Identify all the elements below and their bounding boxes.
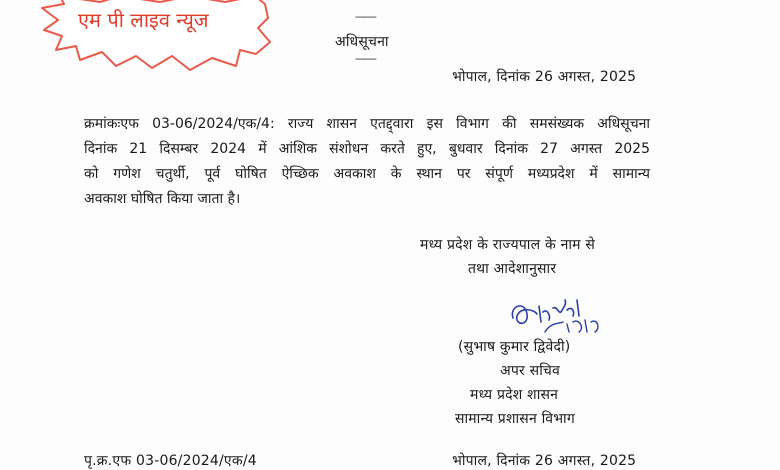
watermark-text: एम पी लाइव न्यूज — [78, 8, 209, 32]
order-line-2: तथा आदेशानुसार — [468, 261, 557, 277]
signature — [505, 292, 605, 337]
body-line-3: को गणेश चतुर्थी, पूर्व घोषित ऐच्छिक अवकाश के स्थान पर संपूर्ण मध्यप्रदेश में सामान्य — [84, 166, 650, 182]
header-dashes-top: ------- — [355, 10, 376, 23]
document-title: अधिसूचना — [335, 34, 389, 50]
signature-scribble — [505, 292, 605, 337]
header-dashes-bottom: ------- — [355, 52, 376, 65]
signatory-name: (सुभाष कुमार द्विवेदी) — [458, 339, 571, 355]
signatory-designation: अपर सचिव — [500, 363, 560, 379]
footer-place-date: भोपाल, दिनांक 26 अगस्त, 2025 — [452, 453, 637, 469]
body-line-4: अवकाश घोषित किया जाता है। — [84, 191, 241, 207]
signatory-department: सामान्य प्रशासन विभाग — [455, 411, 575, 427]
body-line-1: क्रमांकःएफ 03-06/2024/एक/4: राज्य शासन एतद्द्वारा इस विभाग की समसंख्यक अधिसूचना — [84, 116, 650, 132]
body-line-2: दिनांक 21 दिसम्बर 2024 में आंशिक संशोधन करते हुए, बुधवार दिनांक 27 अगस्त 2025 — [84, 141, 650, 157]
signatory-government: मध्य प्रदेश शासन — [470, 387, 559, 403]
watermark-badge — [40, 0, 275, 92]
order-line-1: मध्य प्रदेश के राज्यपाल के नाम से — [420, 237, 596, 253]
header-place-date: भोपाल, दिनांक 26 अगस्त, 2025 — [452, 69, 637, 85]
footer-reference: पृ.क्र.एफ 03-06/2024/एक/4 — [84, 453, 257, 469]
